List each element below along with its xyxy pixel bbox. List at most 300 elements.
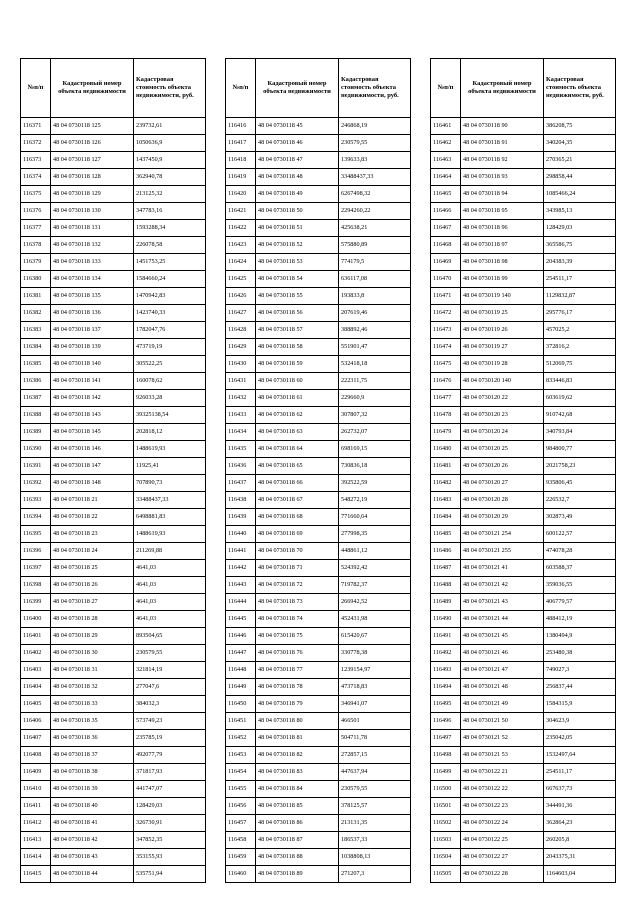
cadastral-value: 246868,19 xyxy=(339,118,411,135)
cadastral-number: 48 04 0730118 131 xyxy=(51,220,134,237)
cadastral-number: 48 04 0730118 84 xyxy=(256,781,339,798)
table-row xyxy=(226,526,411,543)
row-number: 116434 xyxy=(226,424,256,441)
cadastral-number: 48 04 0730119 28 xyxy=(461,356,544,373)
table-row xyxy=(21,237,206,254)
row-number: 116422 xyxy=(226,220,256,237)
cadastral-number: 48 04 0730118 97 xyxy=(461,237,544,254)
cadastral-value: 277998,35 xyxy=(339,526,411,543)
cadastral-value: 1470942,83 xyxy=(134,288,206,305)
cadastral-number: 48 04 0730118 91 xyxy=(461,135,544,152)
cadastral-value: 193833,8 xyxy=(339,288,411,305)
cadastral-value: 207619,46 xyxy=(339,305,411,322)
table-row xyxy=(21,288,206,305)
cadastral-value: 226532,7 xyxy=(544,492,616,509)
table-row xyxy=(431,764,616,781)
table-row xyxy=(226,305,411,322)
cadastral-value: 636117,08 xyxy=(339,271,411,288)
table-row xyxy=(21,322,206,339)
table-row xyxy=(21,713,206,730)
cadastral-value: 256837,44 xyxy=(544,679,616,696)
table-row xyxy=(431,866,616,883)
row-number: 116384 xyxy=(21,339,51,356)
row-number: 116383 xyxy=(21,322,51,339)
cadastral-number: 48 04 0730118 68 xyxy=(256,509,339,526)
row-number: 116462 xyxy=(431,135,461,152)
cadastral-number: 48 04 0730118 141 xyxy=(51,373,134,390)
cadastral-value: 33488437,33 xyxy=(134,492,206,509)
cadastral-number: 48 04 0730118 78 xyxy=(256,679,339,696)
row-number: 116471 xyxy=(431,288,461,305)
table-row xyxy=(21,764,206,781)
cadastral-number: 48 04 0730118 46 xyxy=(256,135,339,152)
cadastral-value: 330778,38 xyxy=(339,645,411,662)
row-number: 116437 xyxy=(226,475,256,492)
table-row xyxy=(226,458,411,475)
row-number: 116420 xyxy=(226,186,256,203)
table-row xyxy=(431,237,616,254)
cadastral-number: 48 04 0730121 48 xyxy=(461,679,544,696)
cadastral-number: 48 04 0730119 140 xyxy=(461,288,544,305)
cadastral-value: 473719,19 xyxy=(134,339,206,356)
row-number: 116489 xyxy=(431,594,461,611)
row-number: 116376 xyxy=(21,203,51,220)
row-number: 116470 xyxy=(431,271,461,288)
cadastral-number: 48 04 0730118 93 xyxy=(461,169,544,186)
cadastral-number: 48 04 0730118 30 xyxy=(51,645,134,662)
row-number: 116504 xyxy=(431,849,461,866)
cadastral-number: 48 04 0730118 79 xyxy=(256,696,339,713)
row-number: 116485 xyxy=(431,526,461,543)
row-number: 116403 xyxy=(21,662,51,679)
cadastral-value: 575880,89 xyxy=(339,237,411,254)
row-number: 116463 xyxy=(431,152,461,169)
table-row xyxy=(21,543,206,560)
row-number: 116493 xyxy=(431,662,461,679)
cadastral-value: 573749,23 xyxy=(134,713,206,730)
table-row xyxy=(226,271,411,288)
cadastral-value: 226078,58 xyxy=(134,237,206,254)
table-row xyxy=(21,577,206,594)
row-number: 116464 xyxy=(431,169,461,186)
table-row xyxy=(431,611,616,628)
table-row xyxy=(21,832,206,849)
row-number: 116456 xyxy=(226,798,256,815)
cadastral-value: 305522,25 xyxy=(134,356,206,373)
cadastral-value: 910742,68 xyxy=(544,407,616,424)
table-row xyxy=(226,611,411,628)
table-header-row xyxy=(226,59,411,118)
cadastral-value: 535751,94 xyxy=(134,866,206,883)
cadastral-number: 48 04 0730118 51 xyxy=(256,220,339,237)
row-number: 116421 xyxy=(226,203,256,220)
row-number: 116385 xyxy=(21,356,51,373)
row-number: 116441 xyxy=(226,543,256,560)
table-row xyxy=(431,713,616,730)
cadastral-number: 48 04 0730118 55 xyxy=(256,288,339,305)
table-row xyxy=(21,305,206,322)
row-number: 116455 xyxy=(226,781,256,798)
row-number: 116390 xyxy=(21,441,51,458)
row-number: 116452 xyxy=(226,730,256,747)
row-number: 116483 xyxy=(431,492,461,509)
row-number: 116430 xyxy=(226,356,256,373)
cadastral-number: 48 04 0730118 37 xyxy=(51,747,134,764)
row-number: 116497 xyxy=(431,730,461,747)
table-row xyxy=(226,594,411,611)
cadastral-number: 48 04 0730118 89 xyxy=(256,866,339,883)
row-number: 116389 xyxy=(21,424,51,441)
cadastral-number: 48 04 0730118 65 xyxy=(256,458,339,475)
cadastral-number: 48 04 0730118 133 xyxy=(51,254,134,271)
table-row xyxy=(21,679,206,696)
table-row xyxy=(431,356,616,373)
cadastral-value: 600122,57 xyxy=(544,526,616,543)
cadastral-value: 353155,93 xyxy=(134,849,206,866)
cadastral-number: 48 04 0730118 128 xyxy=(51,169,134,186)
row-number: 116468 xyxy=(431,237,461,254)
cadastral-number: 48 04 0730122 27 xyxy=(461,849,544,866)
cadastral-number: 48 04 0730118 25 xyxy=(51,560,134,577)
cadastral-number: 48 04 0730118 48 xyxy=(256,169,339,186)
cadastral-value: 452431,98 xyxy=(339,611,411,628)
cadastral-table-2 xyxy=(225,58,411,883)
table-row xyxy=(226,492,411,509)
row-number: 116457 xyxy=(226,815,256,832)
table-row xyxy=(431,390,616,407)
cadastral-number: 48 04 0730118 49 xyxy=(256,186,339,203)
cadastral-value: 833446,83 xyxy=(544,373,616,390)
row-number: 116488 xyxy=(431,577,461,594)
cadastral-value: 1593288,34 xyxy=(134,220,206,237)
table-row xyxy=(226,424,411,441)
cadastral-number: 48 04 0730118 32 xyxy=(51,679,134,696)
cadastral-value: 771660,64 xyxy=(339,509,411,526)
cadastral-value: 371817,93 xyxy=(134,764,206,781)
row-number: 116399 xyxy=(21,594,51,611)
table-row xyxy=(431,594,616,611)
row-number: 116475 xyxy=(431,356,461,373)
cadastral-number: 48 04 0730118 23 xyxy=(51,526,134,543)
row-number: 116371 xyxy=(21,118,51,135)
cadastral-number: 48 04 0730120 27 xyxy=(461,475,544,492)
row-number: 116481 xyxy=(431,458,461,475)
cadastral-number: 48 04 0730118 29 xyxy=(51,628,134,645)
table-row xyxy=(21,781,206,798)
row-number: 116466 xyxy=(431,203,461,220)
row-number: 116413 xyxy=(21,832,51,849)
cadastral-value: 254511,17 xyxy=(544,271,616,288)
cadastral-value: 466501 xyxy=(339,713,411,730)
cadastral-number: 48 04 0730118 44 xyxy=(51,866,134,883)
table-row xyxy=(21,169,206,186)
cadastral-value: 1164603,04 xyxy=(544,866,616,883)
row-number: 116391 xyxy=(21,458,51,475)
row-number: 116479 xyxy=(431,424,461,441)
cadastral-value: 388892,46 xyxy=(339,322,411,339)
cadastral-number: 48 04 0730118 66 xyxy=(256,475,339,492)
table-row xyxy=(431,186,616,203)
cadastral-value: 128429,03 xyxy=(544,220,616,237)
row-number: 116495 xyxy=(431,696,461,713)
table-row xyxy=(431,781,616,798)
cadastral-value: 447637,94 xyxy=(339,764,411,781)
cadastral-number: 48 04 0730122 25 xyxy=(461,832,544,849)
row-number: 116447 xyxy=(226,645,256,662)
cadastral-value: 229660,9 xyxy=(339,390,411,407)
table-header-row xyxy=(431,59,616,118)
cadastral-number: 48 04 0730118 57 xyxy=(256,322,339,339)
cadastral-number: 48 04 0730121 44 xyxy=(461,611,544,628)
cadastral-value: 326730,91 xyxy=(134,815,206,832)
row-number: 116397 xyxy=(21,560,51,577)
row-number: 116405 xyxy=(21,696,51,713)
cadastral-value: 186537,33 xyxy=(339,832,411,849)
table-row xyxy=(431,509,616,526)
table-row xyxy=(226,798,411,815)
cadastral-value: 719782,37 xyxy=(339,577,411,594)
cadastral-value: 524392,42 xyxy=(339,560,411,577)
table-row xyxy=(21,798,206,815)
row-number: 116410 xyxy=(21,781,51,798)
row-number: 116474 xyxy=(431,339,461,356)
cadastral-number: 48 04 0730118 146 xyxy=(51,441,134,458)
cadastral-number: 48 04 0730118 26 xyxy=(51,577,134,594)
row-number: 116379 xyxy=(21,254,51,271)
row-number: 116402 xyxy=(21,645,51,662)
row-number: 116453 xyxy=(226,747,256,764)
header-num: №п/п xyxy=(431,59,461,118)
cadastral-number: 48 04 0730121 53 xyxy=(461,747,544,764)
cadastral-value: 262732,07 xyxy=(339,424,411,441)
cadastral-value: 347783,16 xyxy=(134,203,206,220)
cadastral-value: 160078,62 xyxy=(134,373,206,390)
table-row xyxy=(21,730,206,747)
cadastral-number: 48 04 0730118 40 xyxy=(51,798,134,815)
cadastral-value: 2043375,31 xyxy=(544,849,616,866)
cadastral-value: 749027,3 xyxy=(544,662,616,679)
row-number: 116378 xyxy=(21,237,51,254)
row-number: 116428 xyxy=(226,322,256,339)
cadastral-number: 48 04 0730118 74 xyxy=(256,611,339,628)
cadastral-number: 48 04 0730118 71 xyxy=(256,560,339,577)
cadastral-value: 1038808,13 xyxy=(339,849,411,866)
table-row xyxy=(21,271,206,288)
cadastral-number: 48 04 0730118 38 xyxy=(51,764,134,781)
row-number: 116387 xyxy=(21,390,51,407)
cadastral-number: 48 04 0730118 39 xyxy=(51,781,134,798)
cadastral-number: 48 04 0730122 24 xyxy=(461,815,544,832)
cadastral-number: 48 04 0730118 53 xyxy=(256,254,339,271)
row-number: 116451 xyxy=(226,713,256,730)
row-number: 116494 xyxy=(431,679,461,696)
cadastral-number: 48 04 0730120 23 xyxy=(461,407,544,424)
cadastral-value: 139633,83 xyxy=(339,152,411,169)
cadastral-number: 48 04 0730121 255 xyxy=(461,543,544,560)
row-number: 116498 xyxy=(431,747,461,764)
cadastral-number: 48 04 0730120 29 xyxy=(461,509,544,526)
cadastral-number: 48 04 0730118 81 xyxy=(256,730,339,747)
table-row xyxy=(21,118,206,135)
cadastral-table-3 xyxy=(430,58,616,883)
cadastral-value: 1488619,93 xyxy=(134,526,206,543)
table-row xyxy=(226,696,411,713)
cadastral-number: 48 04 0730118 86 xyxy=(256,815,339,832)
table-row xyxy=(21,645,206,662)
row-number: 116373 xyxy=(21,152,51,169)
cadastral-number: 48 04 0730118 28 xyxy=(51,611,134,628)
table-row xyxy=(21,220,206,237)
table-row xyxy=(431,526,616,543)
row-number: 116459 xyxy=(226,849,256,866)
table-row xyxy=(21,186,206,203)
cadastral-value: 128429,03 xyxy=(134,798,206,815)
table-row xyxy=(431,679,616,696)
cadastral-value: 253480,38 xyxy=(544,645,616,662)
cadastral-value: 551901,47 xyxy=(339,339,411,356)
cadastral-value: 362940,78 xyxy=(134,169,206,186)
cadastral-number: 48 04 0730118 67 xyxy=(256,492,339,509)
row-number: 116394 xyxy=(21,509,51,526)
row-number: 116423 xyxy=(226,237,256,254)
cadastral-number: 48 04 0730118 148 xyxy=(51,475,134,492)
cadastral-value: 235785,19 xyxy=(134,730,206,747)
row-number: 116472 xyxy=(431,305,461,322)
cadastral-value: 362864,23 xyxy=(544,815,616,832)
cadastral-value: 1380494,9 xyxy=(544,628,616,645)
row-number: 116502 xyxy=(431,815,461,832)
table-row xyxy=(21,662,206,679)
cadastral-number: 48 04 0730118 58 xyxy=(256,339,339,356)
row-number: 116476 xyxy=(431,373,461,390)
cadastral-number: 48 04 0730120 140 xyxy=(461,373,544,390)
cadastral-number: 48 04 0730118 73 xyxy=(256,594,339,611)
cadastral-number: 48 04 0730118 129 xyxy=(51,186,134,203)
cadastral-value: 1451753,25 xyxy=(134,254,206,271)
table-row xyxy=(226,866,411,883)
table-row xyxy=(431,492,616,509)
cadastral-value: 298858,44 xyxy=(544,169,616,186)
table-row xyxy=(431,577,616,594)
cadastral-number: 48 04 0730118 92 xyxy=(461,152,544,169)
cadastral-value: 378125,57 xyxy=(339,798,411,815)
cadastral-value: 504711,78 xyxy=(339,730,411,747)
cadastral-value: 202818,12 xyxy=(134,424,206,441)
cadastral-number: 48 04 0730121 46 xyxy=(461,645,544,662)
table-row xyxy=(431,475,616,492)
cadastral-number: 48 04 0730118 139 xyxy=(51,339,134,356)
cadastral-value: 1050636,9 xyxy=(134,135,206,152)
row-number: 116424 xyxy=(226,254,256,271)
row-number: 116467 xyxy=(431,220,461,237)
cadastral-number: 48 04 0730118 70 xyxy=(256,543,339,560)
cadastral-number: 48 04 0730118 96 xyxy=(461,220,544,237)
table-row xyxy=(431,849,616,866)
cadastral-value: 488412,19 xyxy=(544,611,616,628)
cadastral-value: 340793,84 xyxy=(544,424,616,441)
row-number: 116433 xyxy=(226,407,256,424)
cadastral-value: 270365,21 xyxy=(544,152,616,169)
row-number: 116438 xyxy=(226,492,256,509)
cadastral-number: 48 04 0730121 41 xyxy=(461,560,544,577)
cadastral-value: 4641,03 xyxy=(134,577,206,594)
cadastral-value: 4641,03 xyxy=(134,611,206,628)
row-number: 116419 xyxy=(226,169,256,186)
cadastral-value: 512069,75 xyxy=(544,356,616,373)
table-row xyxy=(431,458,616,475)
table-row xyxy=(431,441,616,458)
table-row xyxy=(431,373,616,390)
cadastral-value: 615420,67 xyxy=(339,628,411,645)
row-number: 116491 xyxy=(431,628,461,645)
table-row xyxy=(226,169,411,186)
cadastral-value: 1488619,93 xyxy=(134,441,206,458)
cadastral-number: 48 04 0730118 143 xyxy=(51,407,134,424)
table-row xyxy=(431,135,616,152)
table-row xyxy=(431,628,616,645)
cadastral-value: 406779,57 xyxy=(544,594,616,611)
row-number: 116449 xyxy=(226,679,256,696)
row-number: 116401 xyxy=(21,628,51,645)
cadastral-value: 295776,17 xyxy=(544,305,616,322)
cadastral-value: 365586,75 xyxy=(544,237,616,254)
cadastral-number: 48 04 0730118 21 xyxy=(51,492,134,509)
cadastral-number: 48 04 0730118 136 xyxy=(51,305,134,322)
cadastral-value: 1584660,24 xyxy=(134,271,206,288)
cadastral-number: 48 04 0730120 24 xyxy=(461,424,544,441)
cadastral-value: 344491,36 xyxy=(544,798,616,815)
cadastral-value: 603588,37 xyxy=(544,560,616,577)
row-number: 116440 xyxy=(226,526,256,543)
cadastral-number: 48 04 0730118 54 xyxy=(256,271,339,288)
row-number: 116400 xyxy=(21,611,51,628)
cadastral-number: 48 04 0730118 87 xyxy=(256,832,339,849)
cadastral-value: 372816,2 xyxy=(544,339,616,356)
cadastral-value: 441747,07 xyxy=(134,781,206,798)
cadastral-value: 386208,75 xyxy=(544,118,616,135)
cadastral-value: 2294260,22 xyxy=(339,203,411,220)
cadastral-number: 48 04 0730118 76 xyxy=(256,645,339,662)
table-row xyxy=(21,373,206,390)
row-number: 116486 xyxy=(431,543,461,560)
row-number: 116431 xyxy=(226,373,256,390)
table-row xyxy=(226,373,411,390)
table-row xyxy=(431,662,616,679)
cadastral-value: 6498881,83 xyxy=(134,509,206,526)
cadastral-value: 1782047,76 xyxy=(134,322,206,339)
row-number: 116396 xyxy=(21,543,51,560)
cadastral-value: 266942,52 xyxy=(339,594,411,611)
row-number: 116487 xyxy=(431,560,461,577)
table-row xyxy=(431,560,616,577)
cadastral-number: 48 04 0730118 132 xyxy=(51,237,134,254)
table-row xyxy=(226,577,411,594)
table-row xyxy=(431,747,616,764)
cadastral-number: 48 04 0730119 27 xyxy=(461,339,544,356)
cadastral-number: 48 04 0730118 130 xyxy=(51,203,134,220)
row-number: 116443 xyxy=(226,577,256,594)
cadastral-value: 474078,28 xyxy=(544,543,616,560)
row-number: 116426 xyxy=(226,288,256,305)
cadastral-number: 48 04 0730118 95 xyxy=(461,203,544,220)
row-number: 116435 xyxy=(226,441,256,458)
cadastral-number: 48 04 0730118 140 xyxy=(51,356,134,373)
table-row xyxy=(431,832,616,849)
table-row xyxy=(431,815,616,832)
table-row xyxy=(431,424,616,441)
row-number: 116414 xyxy=(21,849,51,866)
cadastral-number: 48 04 0730118 36 xyxy=(51,730,134,747)
